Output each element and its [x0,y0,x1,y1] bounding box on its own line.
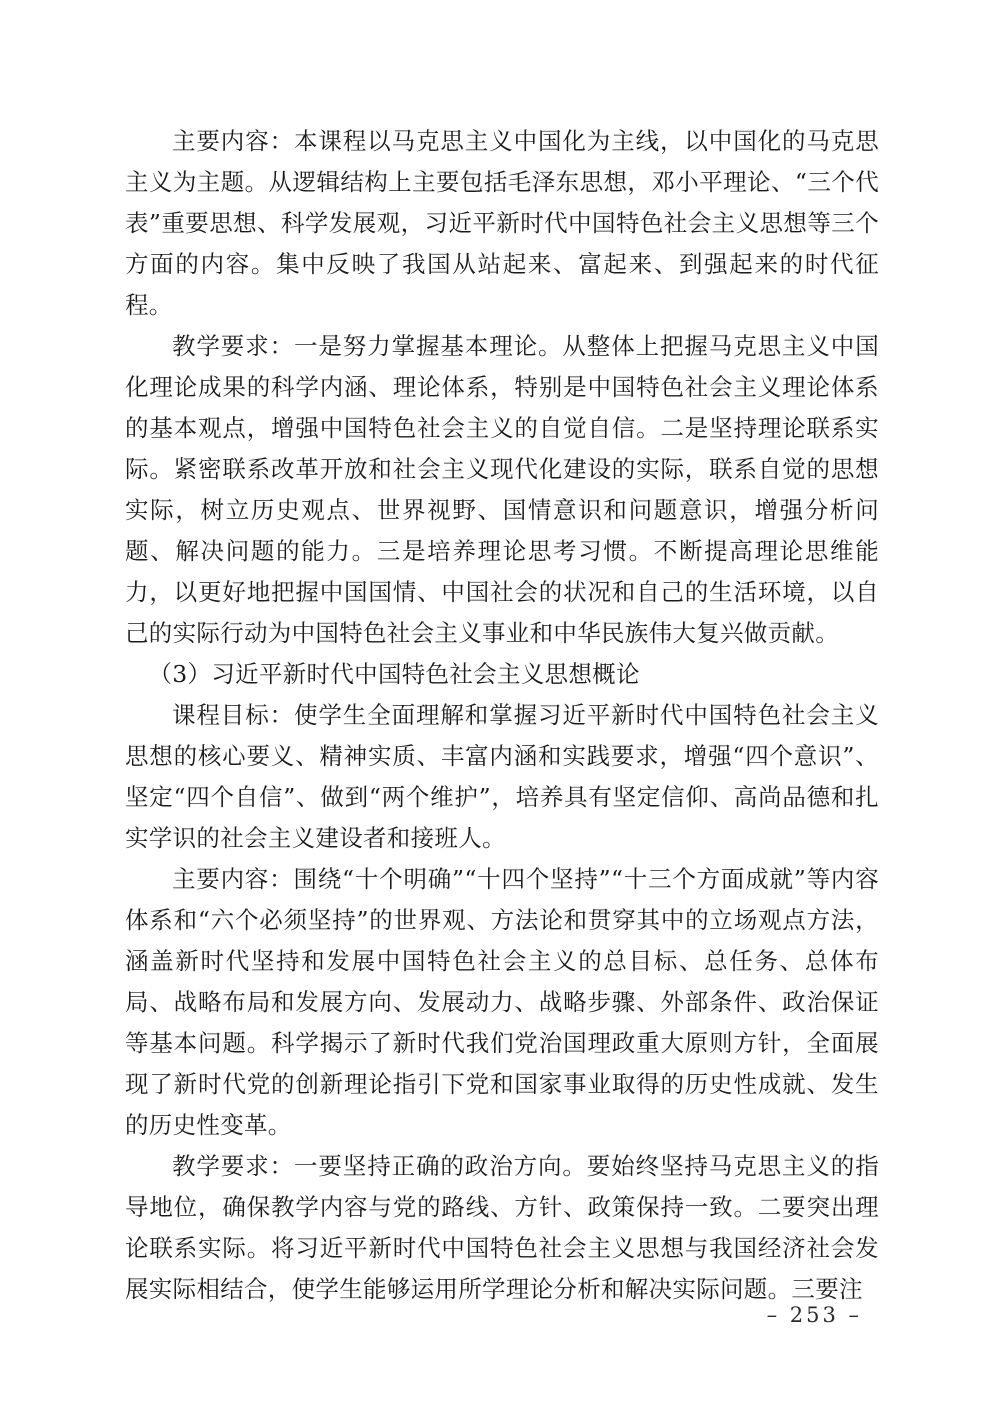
page-body-text [125,121,879,1310]
section-heading-3: （3）习近平新时代中国特色社会主义思想概论 [148,660,640,688]
paragraph-main-content-2: 主要内容：围绕“十个明确”“十四个坚持”“十三个方面成就”等内容体系和“六个必须坚持”的世界观、方法论和贯穿其中的立场观点方法，涵盖新时代坚持和发展中国特色社会主义的总目标、总任务、总体布局、战略布局和发展方向、发展动力、战略步骤、外部条件、政治保证等基本问题。科学揭示了新时代我们党治国理政重大原则方针，全面展现了新时代党的创新理论指引下党和国家事业取得的历史性成就、发生的历史性变革。 [125,865,879,1139]
paragraph-course-objectives: 课程目标：使学生全面理解和掌握习近平新时代中国特色社会主义思想的核心要义、精神实质、丰富内涵和实践要求，增强“四个意识”、坚定“四个自信”、做到“两个维护”，培养具有坚定信仰、高尚品德和扎实学识的社会主义建设者和接班人。 [125,701,879,852]
paragraph-teaching-requirements-2: 教学要求：一要坚持正确的政治方向。要始终坚持马克思主义的指导地位，确保教学内容与党的路线、方针、政策保持一致。二要突出理论联系实际。将习近平新时代中国特色社会主义思想与我国经济社会发展实际相结合，使学生能够运用所学理论分析和解决实际问题。三要注 [125,1152,879,1303]
paragraph-main-content-1: 主要内容：本课程以马克思主义中国化为主线，以中国化的马克思主义为主题。从逻辑结构上主要包括毛泽东思想，邓小平理论、“三个代表”重要思想、科学发展观，习近平新时代中国特色社会主义思想等三个方面的内容。集中反映了我国从站起来、富起来、到强起来的时代征程。 [125,127,879,319]
page-number: – 253 – [766,1303,862,1327]
paragraph-teaching-requirements-1: 教学要求：一是努力掌握基本理论。从整体上把握马克思主义中国化理论成果的科学内涵、理论体系，特别是中国特色社会主义理论体系的基本观点，增强中国特色社会主义的自觉自信。二是坚持理论联系实际。紧密联系改革开放和社会主义现代化建设的实际，联系自觉的思想实际，树立历史观点、世界视野、国情意识和问题意识，增强分析问题、解决问题的能力。三是培养理论思考习惯。不断提高理论思维能力，以更好地把握中国国情、中国社会的状况和自己的生活环境，以自己的实际行动为中国特色社会主义事业和中华民族伟大复兴做贡献。 [125,332,879,647]
